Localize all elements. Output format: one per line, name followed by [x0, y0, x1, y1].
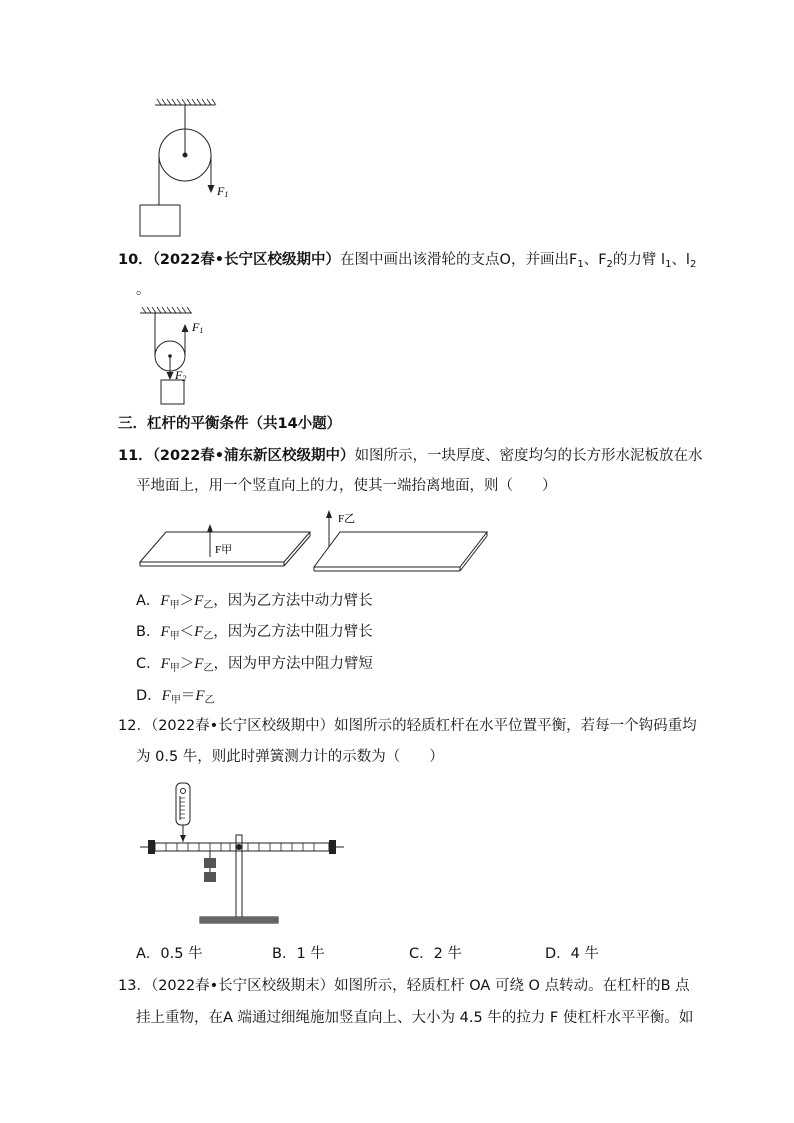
force-label-f2: F2 [175, 368, 187, 383]
option-d[interactable]: D．$F_甲=F_乙$ [136, 688, 215, 706]
option-d[interactable]: D．4 牛 [545, 946, 600, 962]
question-11 [118, 446, 703, 466]
question-11-line2: 平地面上，用一个竖直向上的力，使其一端抬离地面，则（ ） [136, 478, 557, 494]
question-text: 如图所示，一块厚度、密度均匀的长方形水泥板放在水 [354, 448, 703, 464]
force-label-f1: F1 [217, 184, 229, 199]
lever-figure [138, 780, 358, 930]
question-12-line2: 为 0.5 牛，则此时弹簧测力计的示数为（ ） [136, 749, 444, 765]
option-a[interactable]: A．$F_甲>F_乙$，因为乙方法中动力臂长 [136, 593, 373, 611]
section-title: 三．杠杆的平衡条件（共14小题） [118, 416, 342, 432]
question-10 [118, 250, 696, 272]
question-source: （2022春•长宁区校级期中） [152, 252, 341, 268]
movable-pulley-figure [130, 300, 230, 410]
force-label-f-yi: F乙 [338, 513, 356, 525]
option-c[interactable]: C．2 牛 [409, 946, 462, 962]
option-a[interactable]: A．0.5 牛 [136, 946, 203, 962]
question-text: 在图中画出该滑轮的支点O，并画出$F_1$、$F_2$的力臂 $l_1$、$l_2$ [340, 252, 697, 270]
question-13-line2: 挂上重物，在A 端通过细绳施加竖直向上、大小为 4.5 牛的拉力 F 使杠杆水平平衡。如 [136, 1010, 694, 1026]
fixed-pulley-figure [130, 95, 250, 240]
option-c[interactable]: C．$F_甲>F_乙$，因为甲方法中阻力臂短 [136, 656, 373, 674]
force-label-f-jia: F甲 [215, 544, 233, 556]
question-12: 12．（2022春•长宁区校级期中）如图所示的轻质杠杆在水平位置平衡，若每一个钩码重均 [118, 718, 697, 734]
question-number: 10． [118, 252, 153, 268]
question-number: 11． [118, 448, 153, 464]
option-b[interactable]: B．$F_甲<F_乙$，因为乙方法中阻力臂长 [136, 624, 373, 642]
question-13: 13．（2022春•长宁区校级期末）如图所示，轻质杠杆 OA 可绕 O 点转动。在杠杆的B 点 [118, 978, 690, 994]
cement-board-figure [130, 505, 500, 585]
question-source: （2022春•浦东新区校级期中） [152, 448, 355, 464]
question-10-line2: 。 [136, 282, 151, 298]
force-label-f1: F1 [192, 320, 204, 335]
option-b[interactable]: B．1 牛 [272, 946, 325, 962]
